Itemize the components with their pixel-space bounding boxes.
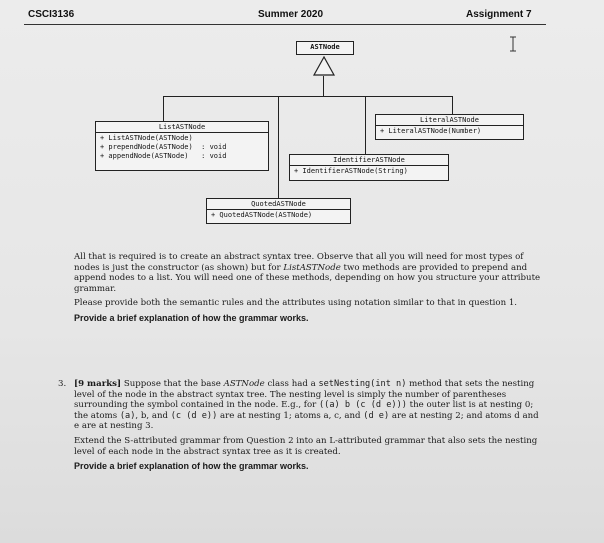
identifier-title: IdentifierASTNode (290, 155, 448, 166)
list-astnode-box (95, 121, 269, 171)
text-span: the outer list is at nesting 0; the atoms (74, 400, 534, 421)
text-span: are at nesting 1; atoms a, c, and (217, 410, 364, 421)
quoted-member: + QuotedASTNode(ASTNode) (211, 211, 313, 219)
code: (c (d e)) (170, 410, 218, 421)
code: (a) (119, 410, 136, 421)
text-span: Suppose that the base (121, 379, 224, 389)
assignment-title: Assignment 7 (466, 9, 532, 20)
header-rule (24, 24, 546, 25)
branch-literal-line (452, 96, 453, 114)
text-span: two methods are provided to prepend and append nodes to a list. You will need one of these methods, depending on how you structure your attribute grammar. (74, 262, 541, 294)
list-member: + prependNode(ASTNode) : void (100, 143, 227, 151)
emphasis: ListASTNode (283, 262, 341, 273)
quoted-title: QuotedASTNode (207, 199, 350, 210)
text-span: class had a (264, 379, 319, 389)
paragraph: Please provide both the semantic rules and the attributes using notation similar to that in question 1. (74, 298, 518, 309)
instruction: Provide a brief explanation of how the grammar works. (74, 461, 309, 472)
marks: [9 marks] (74, 379, 122, 389)
branch-list-line (163, 96, 164, 121)
question-3 (58, 379, 544, 476)
list-member: + ListASTNode(ASTNode) (100, 134, 193, 142)
astnode-title: ASTNode (310, 43, 340, 51)
literal-astnode-box (375, 114, 524, 140)
identifier-astnode-box (289, 154, 449, 181)
paragraph (74, 252, 544, 294)
paragraph (74, 379, 544, 432)
text-span: , b, and (135, 410, 171, 421)
term-label: Summer 2020 (258, 9, 324, 20)
astnode-box (296, 41, 354, 55)
text-span: method that sets the nesting level of the node in the abstract syntax tree. The nesting level is simply the number of parentheses surrounding the symbol contained in the node. E.g., for (74, 379, 535, 411)
emphasis: ASTNode (223, 379, 265, 389)
list-member: + appendNode(ASTNode) : void (100, 152, 227, 160)
question-number: 3. (58, 379, 67, 389)
list-title: ListASTNode (96, 122, 268, 133)
paragraph: Extend the S-attributed grammar from Question 2 into an L-attributed grammar that also sets the nesting level of each node in the abstract syntax tree as it is created. (74, 435, 538, 457)
trunk-line (323, 76, 324, 96)
literal-member: + LiteralASTNode(Number) (380, 127, 482, 135)
text-span: are at nesting 2; and atoms d and e are at nesting 3. (74, 410, 539, 432)
text-cursor-icon (508, 36, 518, 52)
course-code: CSCI3136 (28, 9, 75, 20)
quoted-astnode-box (206, 198, 351, 224)
instruction: Provide a brief explanation of how the grammar works. (74, 312, 309, 323)
branch-quoted-line (278, 96, 279, 198)
code: ((a) b (c (d e))) (318, 400, 407, 411)
branch-identifier-line (365, 96, 366, 154)
text-span: All that is required is to create an abstract syntax tree. Observe that all you will need for most types of nodes is just the constructor (as shown) but for (74, 252, 524, 273)
identifier-member: + IdentifierASTNode(String) (294, 167, 408, 175)
question-2-text (74, 252, 544, 328)
literal-title: LiteralASTNode (376, 115, 523, 126)
horizontal-bus-line (163, 96, 453, 97)
code: (d e) (363, 410, 390, 421)
inheritance-arrow-icon (312, 55, 336, 77)
code: setNesting(int n) (318, 379, 407, 389)
